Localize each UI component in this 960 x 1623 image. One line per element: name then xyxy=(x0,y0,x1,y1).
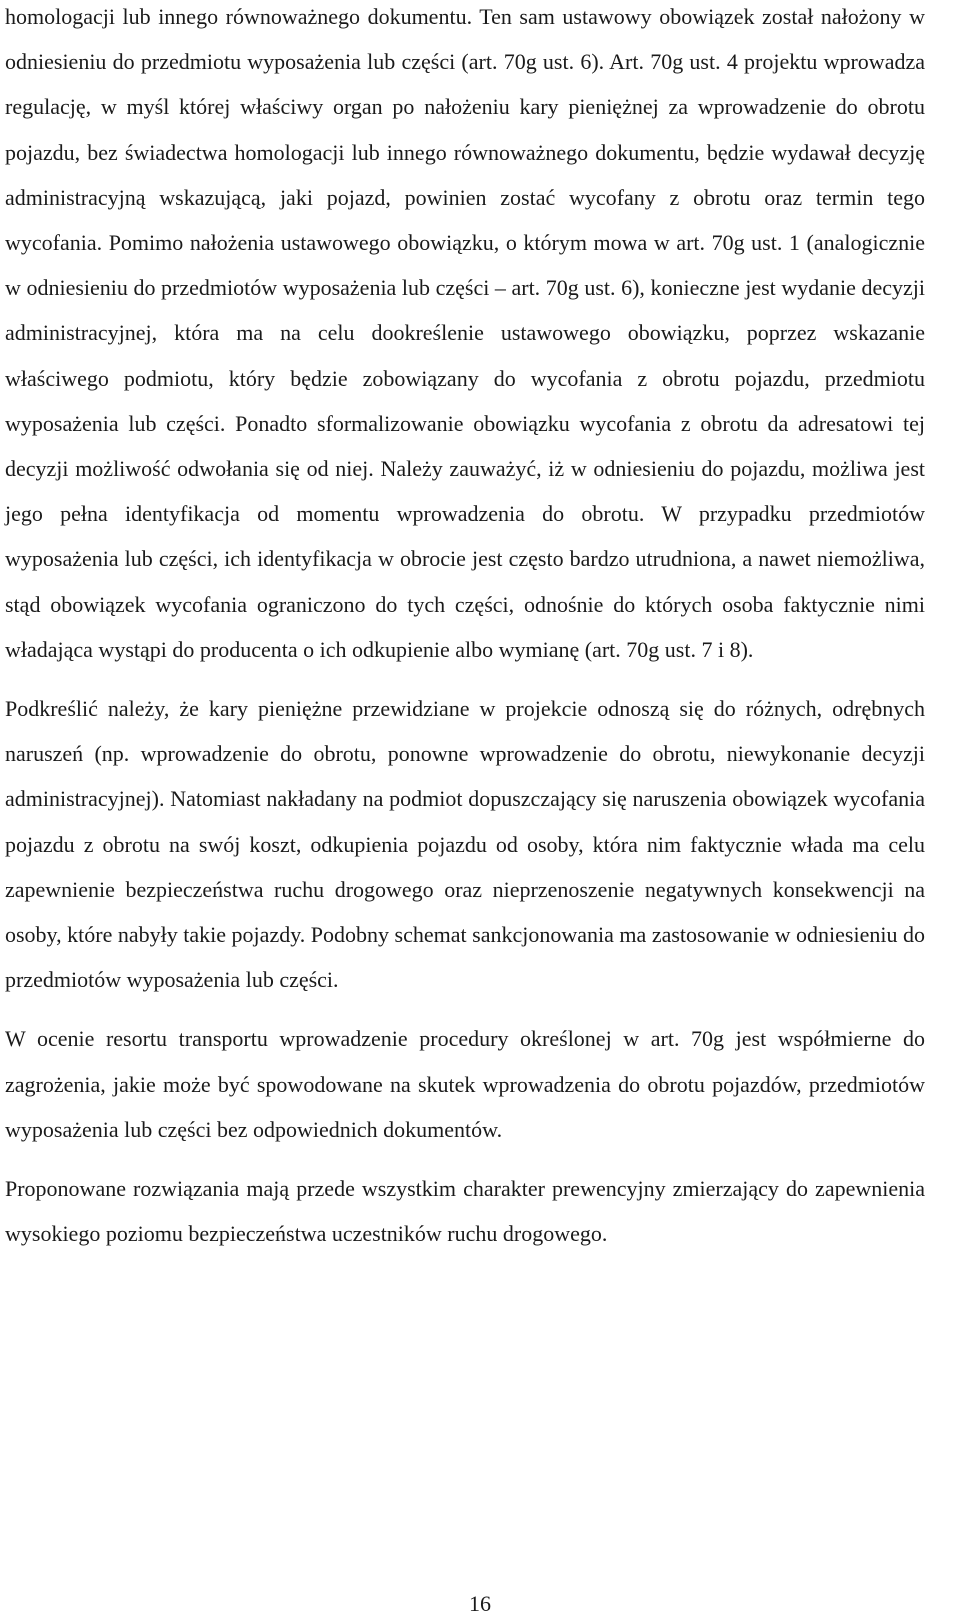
paragraph-preventive-character: Proponowane rozwiązania mają przede wszystkim charakter prewencyjny zmierzający do zapewnienia wysokiego poziomu bezpieczeństwa uczestników ruchu drogowego. xyxy=(5,1176,925,1247)
document-body xyxy=(5,0,925,1256)
paragraph-vehicle-withdrawal-decision: homologacji lub innego równoważnego dokumentu. Ten sam ustawowy obowiązek został nałożony w odniesieniu do przedmiotu wyposażenia lub części (art. 70g ust. 6). Art. 70g ust. 4 projektu wprowadza regulację, w myśl której właściwy organ po nałożeniu kary pieniężnej za wprowadzenie do obrotu pojazdu, bez świadectwa homologacji lub innego równoważnego dokumentu, będzie wydawał decyzję administracyjną wskazującą, jaki pojazd, powinien zostać wycofany z obrotu oraz termin tego wycofania. Pomimo nałożenia ustawowego obowiązku, o którym mowa w art. 70g ust. 1 (analogicznie w odniesieniu do przedmiotów wyposażenia lub części – art. 70g ust. 6), konieczne jest wydanie decyzji administracyjnej, która ma na celu dookreślenie ustawowego obowiązku, poprzez wskazanie właściwego podmiotu, który będzie zobowiązany do wycofania z obrotu pojazdu, przedmiotu wyposażenia lub części. Ponadto sformalizowanie obowiązku wycofania z obrotu da adresatowi tej decyzji możliwość odwołania się od niej. Należy zauważyć, iż w odniesieniu do pojazdu, możliwa jest jego pełna identyfikacja od momentu wprowadzenia do obrotu. W przypadku przedmiotów wyposażenia lub części, ich identyfikacja w obrocie jest często bardzo utrudniona, a nawet niemożliwa, stąd obowiązek wycofania ograniczono do tych części, odnośnie do których osoba faktycznie nimi władająca wystąpi do producenta o ich odkupienie albo wymianę (art. 70g ust. 7 i 8). xyxy=(5,4,925,662)
page-number: 16 xyxy=(469,1591,491,1616)
paragraph-ministry-assessment: W ocenie resortu transportu wprowadzenie procedury określonej w art. 70g jest współmierne do zagrożenia, jakie może być spowodowane na skutek wprowadzenia do obrotu pojazdów, przedmiotów wyposażenia lub części bez odpowiednich dokumentów. xyxy=(5,1026,925,1142)
paragraph-financial-penalties: Podkreślić należy, że kary pieniężne przewidziane w projekcie odnoszą się do różnych, odrębnych naruszeń (np. wprowadzenie do obrotu, ponowne wprowadzenie do obrotu, niewykonanie decyzji administracyjnej). Natomiast nakładany na podmiot dopuszczający się naruszenia obowiązek wycofania pojazdu z obrotu na swój koszt, odkupienia pojazdu od osoby, która nim faktycznie włada ma celu zapewnienie bezpieczeństwa ruchu drogowego oraz nieprzenoszenie negatywnych konsekwencji na osoby, które nabyły takie pojazdy. Podobny schemat sankcjonowania ma zastosowanie w odniesieniu do przedmiotów wyposażenia lub części. xyxy=(5,696,925,993)
